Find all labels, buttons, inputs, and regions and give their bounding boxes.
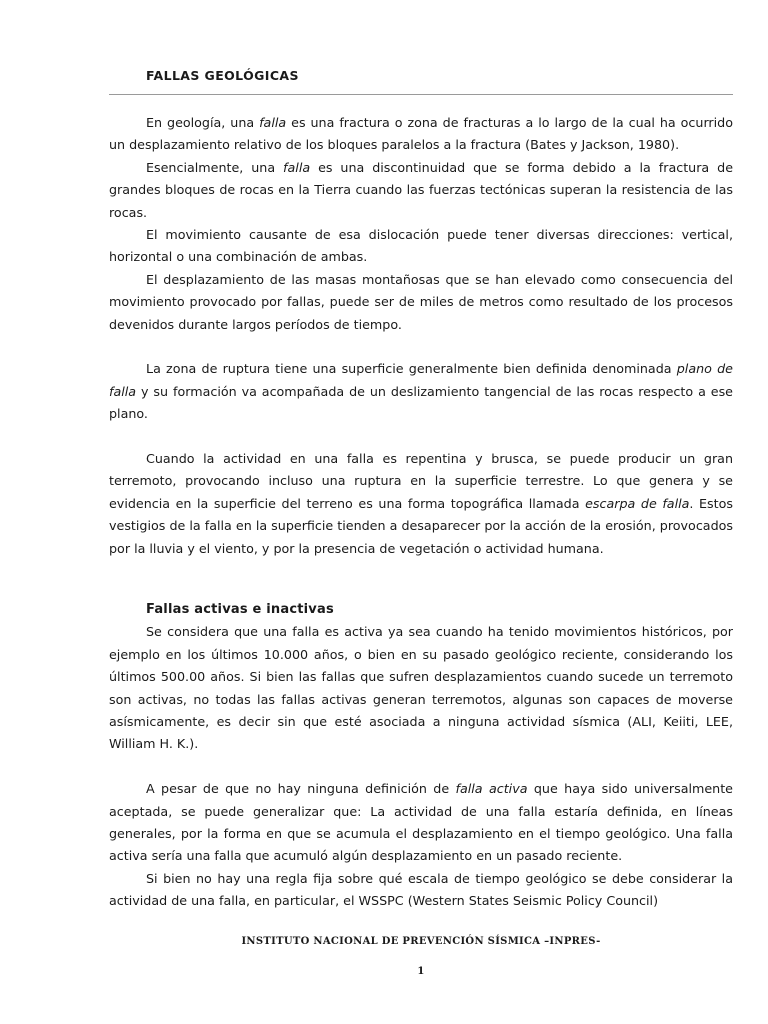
paragraph-rupture-zone: La zona de ruptura tiene una superficie generalmente bien definida denominada plano de falla y su formación va acompañada de un deslizamiento tangencial de las rocas respecto a ese plano.: [109, 361, 733, 422]
paragraph-generalization: A pesar de que no hay ninguna definición de falla activa que haya sido universalmente aceptada, se puede generalizar que: La actividad de una falla estaría definida, en líneas generales, por la forma en que se acumula el desplazamiento en el tiempo geológico. Una falla activa sería una falla que acumuló algún desplazamiento en un pasado reciente.: [109, 781, 733, 864]
intro-section: [109, 112, 733, 560]
paragraph-falla-definition: En geología, una falla es una fractura o zona de fracturas a lo largo de la cual ha ocurrido un desplazamiento relativo de los bloques paralelos a la fractura (Bates y Jackson, 1980).: [109, 115, 733, 153]
document-title: FALLAS GEOLÓGICAS: [146, 68, 299, 83]
paragraph-time-scale: Si bien no hay una regla fija sobre qué escala de tiempo geológico se debe considerar la actividad de una falla, en particular, el WSSPC (Western States Seismic Policy Council): [109, 870, 733, 909]
footer-institute: INSTITUTO NACIONAL DE PREVENCIÓN SÍSMICA –INPRES-: [241, 936, 601, 947]
page-number: 1: [417, 966, 425, 977]
paragraph-earthquake: Cuando la actividad en una falla es repentina y brusca, se puede producir un gran terremoto, provocando incluso una ruptura en la superficie terrestre. Lo que genera y se evidencia en la superficie del terreno es una forma topográfica llamada escarpa de falla. Estos vestigios de la falla en la superficie tienden a desaparecer por la acción de la erosión, provocados por la lluvia y el viento, y por la presencia de vegetación o actividad humana.: [109, 451, 733, 556]
paragraph-active-definition: Se considera que una falla es activa ya sea cuando ha tenido movimientos históricos, por ejemplo en los últimos 10.000 años, o bien en su pasado geológico reciente, considerando los últimos 500.00 años. Si bien las fallas que sufren desplazamientos cuando sucede un terremoto son activas, no todas las fallas activas generan terremotos, algunas son capaces de moverse asísmicamente, es decir sin que esté asociada a ninguna actividad sísmica (ALI, Keiiti, LEE, William H. K.).: [109, 624, 733, 752]
paragraph-discontinuity: Esencialmente, una falla es una discontinuidad que se forma debido a la fractura de grandes bloques de rocas en la Tierra cuando las fuerzas tectónicas superan la resistencia de las rocas.: [109, 159, 734, 220]
paragraph-movement: El movimiento causante de esa dislocación puede tener diversas direcciones: vertical, horizontal o una combinación de ambas.: [109, 227, 733, 265]
active-faults-section: [109, 599, 733, 913]
paragraph-displacement: El desplazamiento de las masas montañosas que se han elevado como consecuencia del movimiento provocado por fallas, puede ser de miles de metros como resultado de los procesos devenidos durante largos períodos de tiempo.: [109, 271, 733, 332]
section-heading: Fallas activas e inactivas: [146, 602, 334, 617]
header-divider: [109, 94, 733, 95]
